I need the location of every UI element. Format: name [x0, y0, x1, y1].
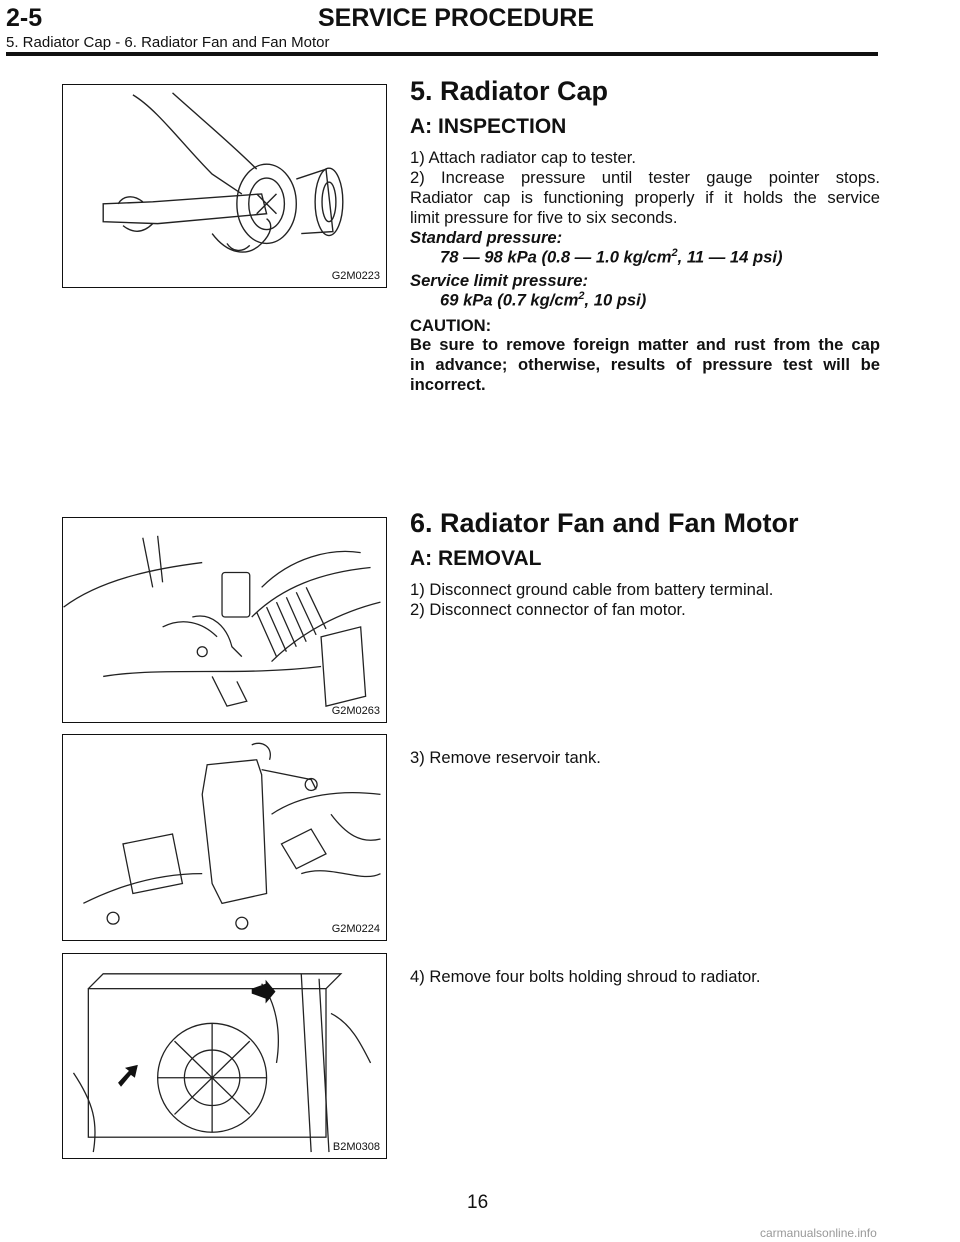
step-2-line: 2) Increase pressure until tester gauge pointer stops.	[410, 168, 880, 187]
arrow-icon	[118, 1065, 138, 1087]
value-text: , 11 — 14 psi)	[677, 247, 783, 267]
caution-body	[410, 335, 880, 395]
section-heading-radiator-cap: 5. Radiator Cap	[410, 76, 609, 106]
watermark: carmanualsonline.info	[760, 1226, 877, 1240]
caution-line: incorrect.	[410, 375, 486, 394]
figure-radiator-cap-tester	[62, 84, 387, 288]
caution-line: Be sure to remove foreign matter and rust from the cap	[410, 335, 880, 354]
value-text: 78 — 98 kPa (0.8 — 1.0 kg/cm	[440, 247, 672, 267]
caution-title: CAUTION:	[410, 316, 492, 335]
caution-line: in advance; otherwise, results of pressure test will be	[410, 355, 880, 374]
section-code: 2-5	[6, 4, 43, 32]
removal-step-4: 4) Remove four bolts holding shroud to radiator.	[410, 967, 761, 986]
value-text: , 10 psi)	[584, 290, 647, 310]
arrow-icon	[252, 980, 276, 1004]
subheading-removal: A: REMOVAL	[410, 547, 542, 570]
figure-caption: G2M0224	[331, 923, 380, 935]
page-title: SERVICE PROCEDURE	[318, 4, 594, 32]
standard-pressure-value	[440, 247, 783, 268]
reservoir-tank-illustration	[63, 735, 386, 940]
standard-pressure-label: Standard pressure:	[410, 228, 563, 247]
radiator-cap-tester-illustration	[63, 85, 386, 287]
figure-shroud-bolts	[62, 953, 387, 1159]
step-2-line: limit pressure for five to six seconds.	[410, 208, 678, 227]
figure-caption: G2M0263	[331, 705, 380, 717]
figure-reservoir-tank	[62, 734, 387, 941]
page-number: 16	[467, 1192, 489, 1213]
removal-step-2: 2) Disconnect connector of fan motor.	[410, 600, 686, 619]
removal-step-3: 3) Remove reservoir tank.	[410, 748, 601, 767]
engine-bay-connector-illustration	[63, 518, 386, 722]
service-limit-value	[440, 290, 646, 311]
inspection-step-1: 1) Attach radiator cap to tester.	[410, 148, 636, 167]
section-heading-fan-motor: 6. Radiator Fan and Fan Motor	[410, 508, 799, 538]
service-limit-label: Service limit pressure:	[410, 271, 589, 290]
superscript: 2	[578, 290, 585, 302]
page-subtitle: 5. Radiator Cap - 6. Radiator Fan and Fan Motor	[6, 34, 330, 51]
removal-step-1: 1) Disconnect ground cable from battery terminal.	[410, 580, 774, 599]
superscript: 2	[671, 247, 678, 259]
radiator-shroud-illustration	[63, 954, 386, 1158]
value-text: 69 kPa (0.7 kg/cm	[440, 290, 579, 310]
header-rule	[6, 52, 878, 56]
inspection-step-2	[410, 168, 880, 228]
figure-caption: B2M0308	[332, 1141, 380, 1153]
figure-caption: G2M0223	[331, 270, 380, 282]
subheading-inspection: A: INSPECTION	[410, 115, 567, 138]
figure-fan-motor-connector	[62, 517, 387, 723]
step-2-line: Radiator cap is functioning properly if it holds the service	[410, 188, 880, 207]
